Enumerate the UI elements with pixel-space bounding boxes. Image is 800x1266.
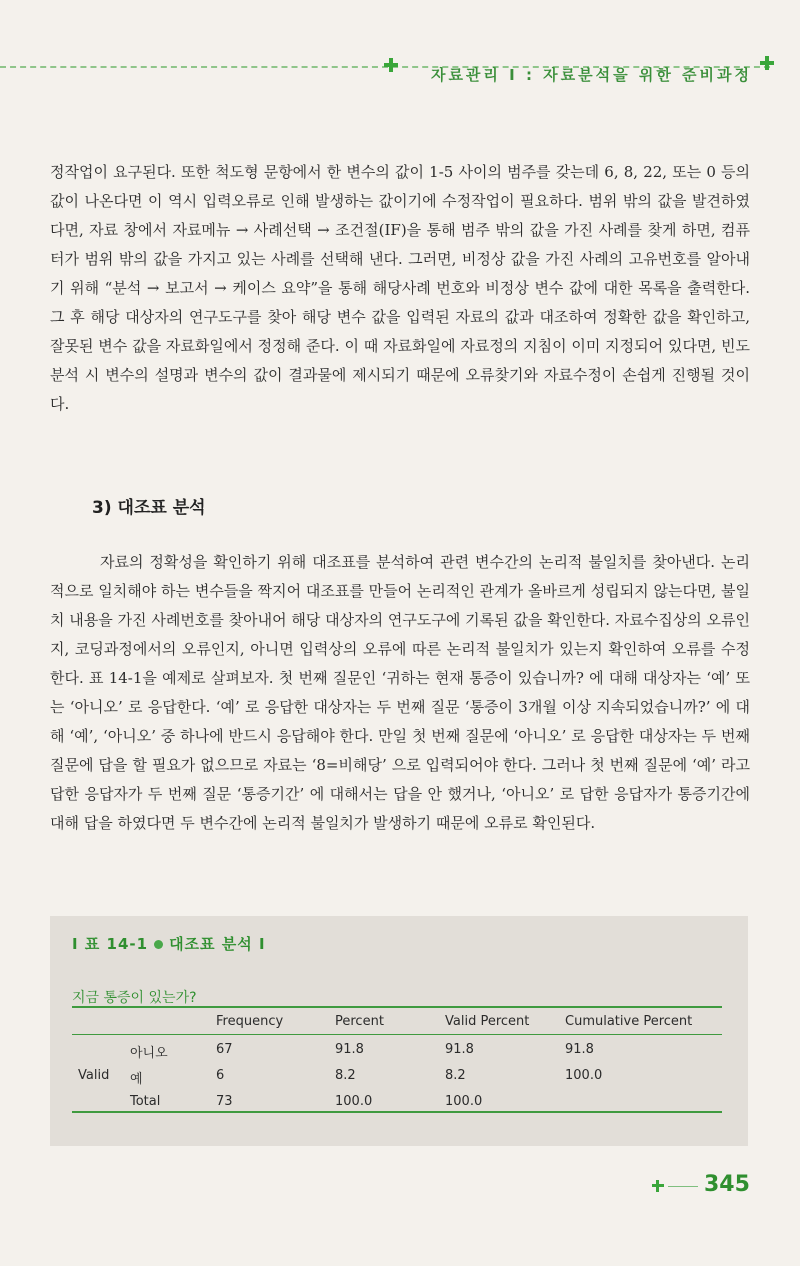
table-14-1 — [50, 916, 748, 1146]
column-header-percent: Percent — [335, 1014, 384, 1029]
cell-cumulative-percent: 91.8 — [565, 1042, 594, 1057]
plus-icon — [384, 58, 398, 72]
table-top-rule — [72, 1006, 722, 1008]
cell-frequency: 67 — [216, 1042, 233, 1057]
row-label-no: 아니오 — [130, 1046, 168, 1061]
cell-percent: 8.2 — [335, 1068, 356, 1083]
column-header-cumulative-percent: Cumulative Percent — [565, 1014, 693, 1029]
table-caption: 지금 통증이 있는가? — [72, 990, 197, 1006]
row-label-yes: 예 — [130, 1072, 143, 1087]
cell-frequency: 73 — [216, 1094, 233, 1109]
row-group-label: Valid — [78, 1068, 110, 1083]
body-paragraph-1: 정작업이 요구된다. 또한 척도형 문항에서 한 변수의 값이 1-5 사이의 범주를 갖는데 6, 8, 22, 또는 0 등의 값이 나온다면 이 역시 입력오류로 인해 발생하는 값이기에 수정작업이 필요하다. 범위 밖의 값을 발견하였다면, 자료 창에서 자료메뉴 → 사례선택 → 조건절(IF)을 통해 범주 밖의 값을 가진 사례를 찾게 하면, 컴퓨터가 범위 밖의 값을 가지고 있는 사례를 선택해 낸다. 그러면, 비정상 값을 가진 사례의 고유번호를 알아내기 위해 “분석 → 보고서 → 케이스 요약”을 통해 해당사례 번호와 비정상 변수 값에 대한 목록을 출력한다. 그 후 해당 대상자의 연구도구를 찾아 해당 변수 값을 입력된 자료의 값과 대조하여 정확한 값을 확인하고, 잘못된 변수 값을 자료화일에서 정정해 준다. 이 때 자료화일에 자료정의 지침이 이미 지정되어 있다면, 빈도분석 시 변수의 설명과 변수의 값이 결과물에 제시되기 때문에 오류찾기와 자료수정이 손쉽게 진행될 것이다. — [50, 163, 750, 413]
section-heading: 3) 대조표 분석 — [92, 498, 206, 518]
table-title — [72, 933, 266, 954]
plus-icon — [760, 56, 774, 70]
footer-line — [668, 1186, 698, 1187]
page-number: 345 — [704, 1172, 750, 1197]
table-header-rule — [72, 1034, 722, 1035]
cell-valid-percent: 91.8 — [445, 1042, 474, 1057]
table-name: 대조표 분석 I — [169, 935, 266, 953]
plus-icon — [652, 1180, 664, 1192]
row-label-total: Total — [130, 1094, 161, 1109]
cell-frequency: 6 — [216, 1068, 225, 1083]
cell-percent: 100.0 — [335, 1094, 373, 1109]
header-title: 자료관리 I : 자료분석을 위한 준비과정 — [430, 66, 752, 84]
page-header — [0, 0, 800, 90]
column-header-frequency: Frequency — [216, 1014, 284, 1029]
bullet-dot-icon — [154, 940, 163, 949]
cell-valid-percent: 100.0 — [445, 1094, 483, 1109]
table-label: I 표 14-1 — [72, 935, 149, 953]
cell-cumulative-percent: 100.0 — [565, 1068, 603, 1083]
cell-percent: 91.8 — [335, 1042, 364, 1057]
cell-valid-percent: 8.2 — [445, 1068, 466, 1083]
column-header-valid-percent: Valid Percent — [445, 1014, 530, 1029]
table-bottom-rule — [72, 1111, 722, 1113]
body-paragraph-2: 자료의 정확성을 확인하기 위해 대조표를 분석하여 관련 변수간의 논리적 불일치를 찾아낸다. 논리적으로 일치해야 하는 변수들을 짝지어 대조표를 만들어 논리적인 관계가 올바르게 성립되지 않는다면, 불일치 내용을 가진 사례번호를 찾아내어 해당 대상자의 연구도구에 기록된 값을 확인한다. 자료수집상의 오류인지, 코딩과정에서의 오류인지, 아니면 입력상의 오류에 따른 논리적 불일치가 있는지 확인하여 오류를 수정한다. 표 14-1을 예제로 살펴보자. 첫 번째 질문인 ‘귀하는 현재 통증이 있습니까? 에 대해 대상자는 ‘예’ 또는 ‘아니오’ 로 응답한다. ‘예’ 로 응답한 대상자는 두 번째 질문 ‘통증이 3개월 이상 지속되었습니까?’ 에 대해 ‘예’, ‘아니오’ 중 하나에 반드시 응답해야 한다. 만일 첫 번째 질문에 ‘아니오’ 로 응답한 대상자는 두 번째 질문에 답을 할 필요가 없으므로 자료는 ‘8=비해당’ 으로 입력되어야 한다. 그러나 첫 번째 질문에 ‘예’ 라고 답한 응답자가 두 번째 질문 ‘통증기간’ 에 대해서는 답을 안 했거나, ‘아니오’ 로 답한 응답자가 통증기간에 대해 답을 하였다면 두 변수간에 논리적 불일치가 발생하기 때문에 오류로 확인된다. — [50, 553, 750, 832]
